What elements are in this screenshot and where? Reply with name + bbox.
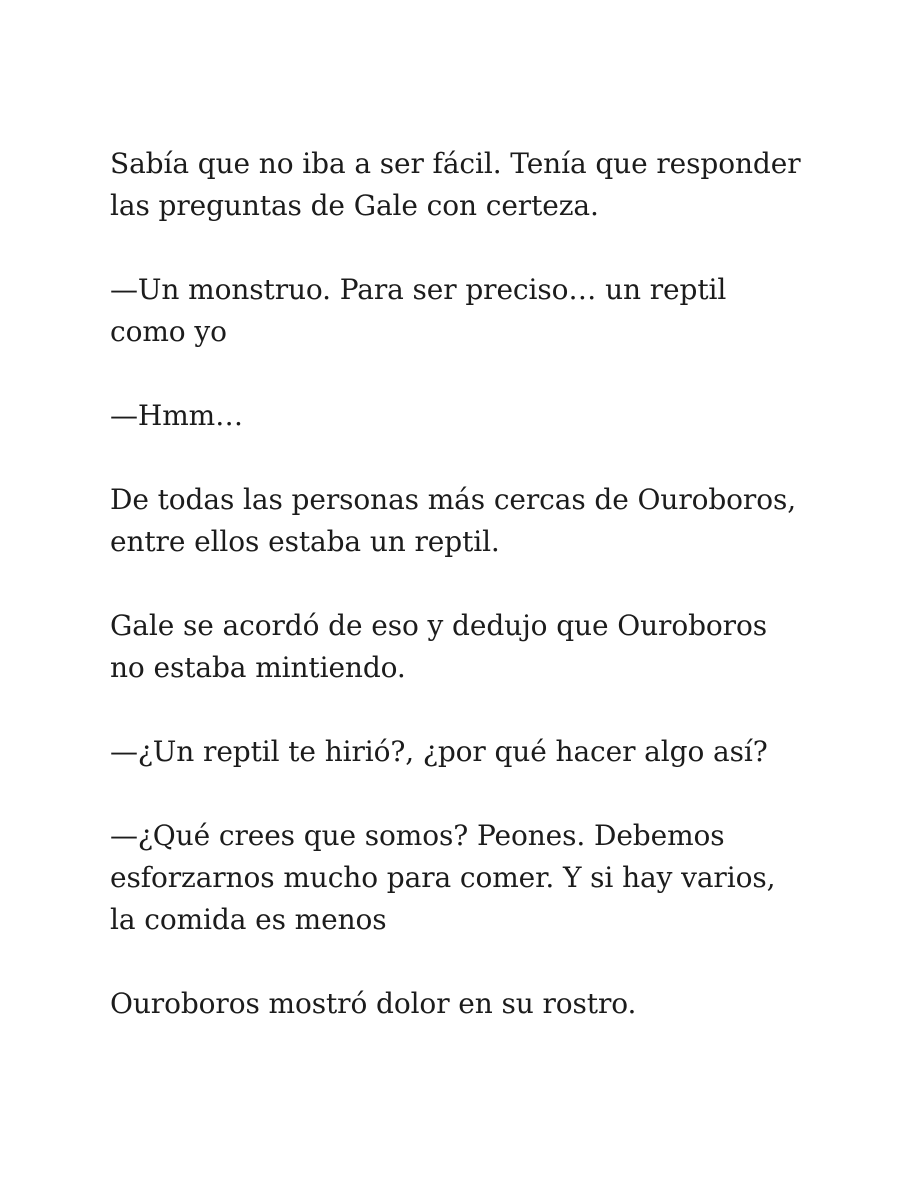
paragraph-5 [110, 605, 810, 689]
text-line: Gale se acordó de eso y dedujo que Ouroboros [110, 609, 767, 642]
document-page [110, 143, 810, 1067]
paragraph-1 [110, 143, 810, 227]
text-line: —¿Qué crees que somos? Peones. Debemos [110, 819, 725, 852]
text-line: —¿Un reptil te hirió?, ¿por qué hacer algo así? [110, 735, 768, 768]
paragraph-4 [110, 479, 810, 563]
paragraph-2 [110, 269, 810, 353]
paragraph-8 [110, 983, 810, 1025]
text-line: esforzarnos mucho para comer. Y si hay varios, [110, 861, 776, 894]
text-line: no estaba mintiendo. [110, 651, 406, 684]
text-line: —Un monstruo. Para ser preciso… un reptil [110, 273, 727, 306]
text-line: Sabía que no iba a ser fácil. Tenía que responder [110, 147, 801, 180]
text-line: —Hmm… [110, 399, 244, 432]
text-line: entre ellos estaba un reptil. [110, 525, 500, 558]
paragraph-3 [110, 395, 810, 437]
text-line: las preguntas de Gale con certeza. [110, 189, 599, 222]
text-line: la comida es menos [110, 903, 387, 936]
text-line: De todas las personas más cercas de Ouroboros, [110, 483, 797, 516]
paragraph-6 [110, 731, 810, 773]
text-line: Ouroboros mostró dolor en su rostro. [110, 987, 637, 1020]
paragraph-7 [110, 815, 810, 941]
text-line: como yo [110, 315, 227, 348]
